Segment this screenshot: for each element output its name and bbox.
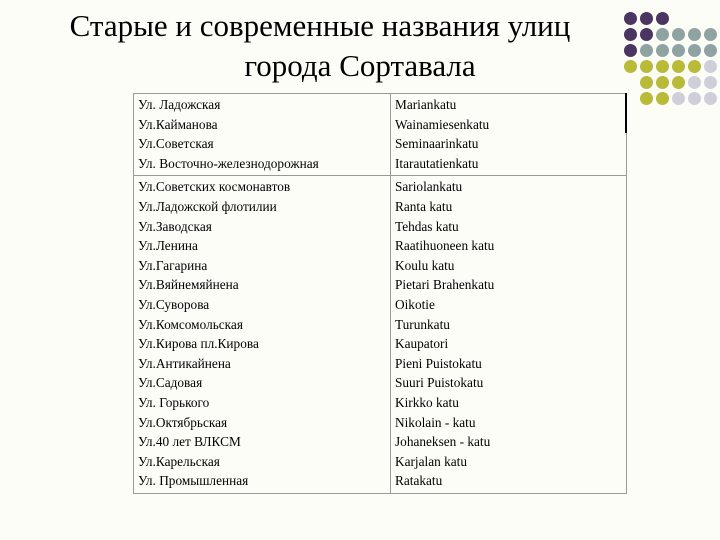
street-name: Ул.Ладожской флотилии [138, 198, 277, 214]
decorative-dot [688, 76, 701, 89]
decorative-dot [672, 28, 685, 41]
street-name: Kirkko katu [395, 394, 459, 410]
decorative-dot [704, 76, 717, 89]
street-name: Ratakatu [395, 473, 443, 489]
street-name: Ул.40 лет ВЛКСМ [138, 434, 241, 450]
street-name: Ул.Советская [138, 136, 214, 152]
street-name: Ул.Кайманова [138, 116, 218, 132]
street-name: Ул.Вяйнемяйнена [138, 277, 239, 293]
street-name: Ул.Садовая [138, 375, 203, 391]
decorative-dot [656, 92, 669, 105]
street-name: Ул.Октябрьская [138, 414, 228, 430]
street-name: Itarautatienkatu [395, 155, 479, 171]
table-row [134, 94, 627, 176]
decorative-dot [656, 12, 669, 25]
street-name: Oikotie [395, 296, 435, 312]
decorative-dot [672, 44, 685, 57]
street-name: Nikolain - katu [395, 414, 476, 430]
decorative-dot [640, 60, 653, 73]
street-name: Johaneksen - katu [395, 434, 491, 450]
street-name: Tehdas katu [395, 218, 459, 234]
street-name: Pietari Brahenkatu [395, 277, 495, 293]
decorative-dot [640, 92, 653, 105]
street-name: Kaupatori [395, 336, 449, 352]
old-names-cell [134, 94, 391, 176]
street-name: Mariankatu [395, 97, 457, 112]
decorative-dot [704, 60, 717, 73]
street-name: Ул.Советских космонавтов [138, 179, 291, 195]
street-name: Suuri Puistokatu [395, 375, 484, 391]
street-name: Ул.Гагарина [138, 257, 208, 273]
old-names-cell [134, 176, 391, 494]
street-name: Turunkatu [395, 316, 450, 332]
decorative-dot [624, 28, 637, 41]
street-name: Ул.Антикайнена [138, 355, 231, 371]
new-names-cell [391, 176, 627, 494]
decorative-dot [640, 12, 653, 25]
street-name: Sariolankatu [395, 179, 463, 195]
decorative-dot [640, 28, 653, 41]
decorative-dot [688, 28, 701, 41]
decorative-dot [688, 60, 701, 73]
decorative-dot-grid [624, 12, 720, 122]
decorative-dot [704, 28, 717, 41]
divider [625, 93, 627, 133]
decorative-dot [624, 12, 637, 25]
decorative-dot [704, 92, 717, 105]
new-names-cell [391, 94, 627, 176]
street-name: Ул.Комсомольская [138, 316, 243, 332]
decorative-dot [672, 60, 685, 73]
street-name: Ул. Восточно-железнодорожная [138, 155, 319, 171]
street-name: Ул.Заводская [138, 218, 212, 234]
street-name: Ул.Ленина [138, 238, 198, 254]
street-name: Koulu katu [395, 257, 455, 273]
street-name: Ул. Горького [138, 394, 210, 410]
street-name: Wainamiesenkatu [395, 116, 490, 132]
decorative-dot [688, 92, 701, 105]
street-name: Ул.Суворова [138, 296, 210, 312]
street-name: Raatihuoneen katu [395, 238, 495, 254]
decorative-dot [656, 76, 669, 89]
decorative-dot [656, 28, 669, 41]
street-names-table [133, 93, 627, 494]
decorative-dot [656, 44, 669, 57]
table-row [134, 176, 627, 494]
decorative-dot [624, 44, 637, 57]
title-line-1: Старые и современные названия улиц [69, 8, 571, 43]
decorative-dot [624, 60, 637, 73]
title-line-2: города Сортавала [244, 48, 476, 83]
street-name: Karjalan katu [395, 453, 467, 469]
page-title [0, 6, 720, 86]
decorative-dot [672, 92, 685, 105]
street-name: Ул.Кирова пл.Кирова [138, 336, 259, 352]
street-name: Ул.Карельская [138, 453, 220, 469]
decorative-dot [672, 76, 685, 89]
decorative-dot [688, 44, 701, 57]
decorative-dot [640, 44, 653, 57]
decorative-dot [656, 60, 669, 73]
street-name: Pieni Puistokatu [395, 355, 482, 371]
street-name: Seminaarinkatu [395, 136, 479, 152]
street-name: Ул. Промышленная [138, 473, 249, 489]
street-name: Ranta katu [395, 198, 453, 214]
decorative-dot [640, 76, 653, 89]
decorative-dot [704, 44, 717, 57]
street-name: Ул. Ладожская [138, 97, 221, 112]
